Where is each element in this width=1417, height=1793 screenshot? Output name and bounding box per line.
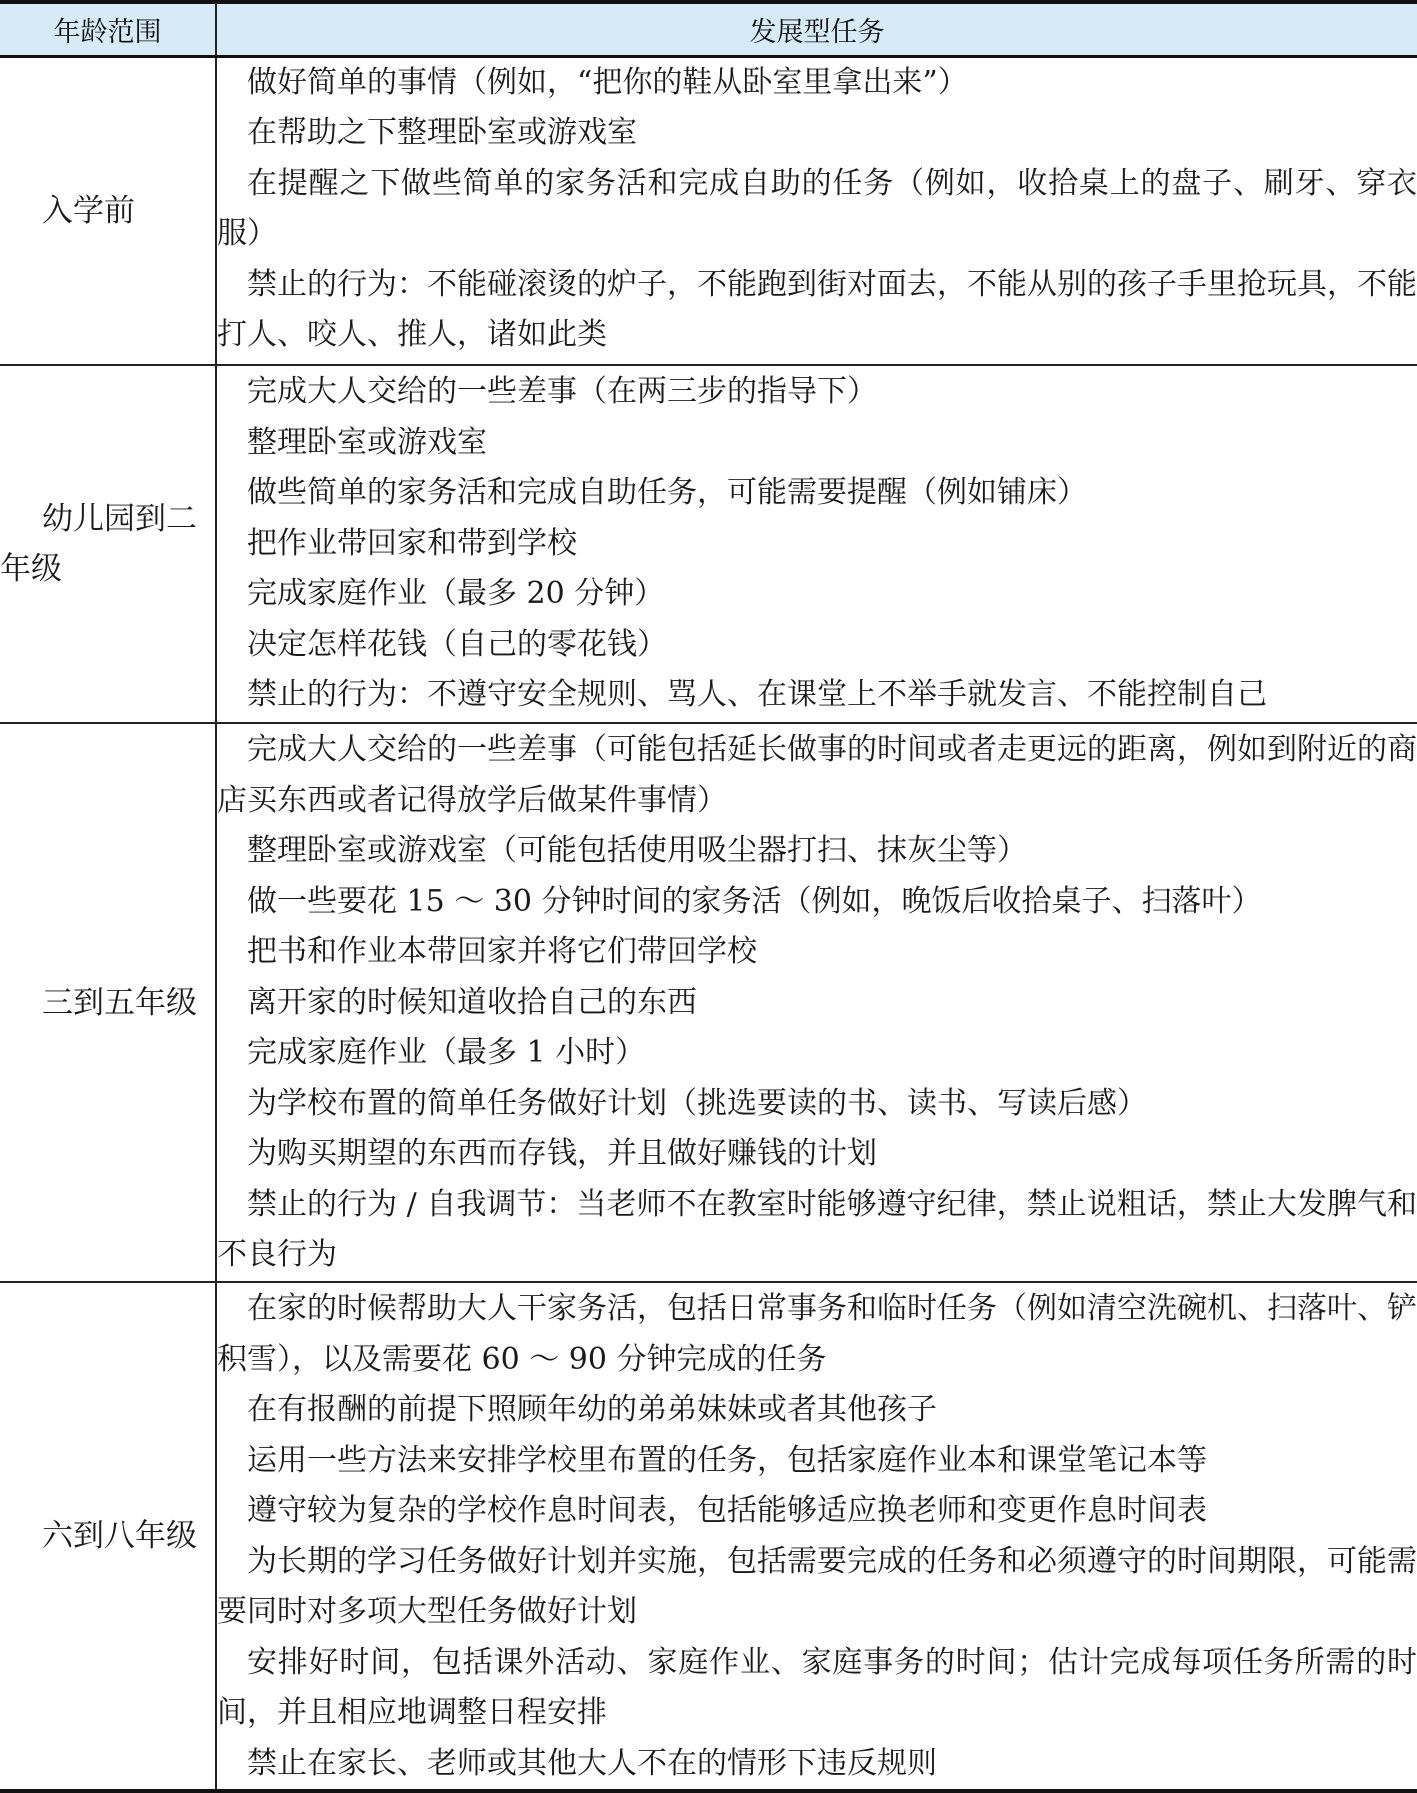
task-list-cell	[216, 723, 1417, 1282]
task-item: 完成大人交给的一些差事（可能包括延长做事的时间或者走更远的距离，例如到附近的商店买东西或者记得放学后做某件事情）	[217, 732, 1417, 818]
task-item: 做些简单的家务活和完成自助任务，可能需要提醒（例如铺床）	[247, 475, 1087, 510]
task-item: 整理卧室或游戏室（可能包括使用吸尘器打扫、抹灰尘等）	[247, 833, 1027, 868]
task-item: 运用一些方法来安排学校里布置的任务，包括家庭作业本和课堂笔记本等	[247, 1442, 1207, 1478]
age-range-cell: 三到五年级	[0, 723, 216, 1282]
task-item: 完成家庭作业（最多 20 分钟）	[247, 576, 665, 611]
task-item: 禁止的行为：不遵守安全规则、骂人、在课堂上不举手就发言、不能控制自己	[247, 677, 1267, 712]
header-row	[0, 2, 1417, 56]
task-item: 在有报酬的前提下照顾年幼的弟弟妹妹或者其他孩子	[247, 1392, 937, 1427]
task-item: 为长期的学习任务做好计划并实施，包括需要完成的任务和必须遵守的时间期限，可能需要同时对多项大型任务做好计划	[217, 1543, 1417, 1629]
task-item: 决定怎样花钱（自己的零花钱）	[247, 626, 667, 662]
table-row	[0, 723, 1417, 1282]
task-item: 禁止的行为：不能碰滚烫的炉子，不能跑到街对面去，不能从别的孩子手里抢玩具，不能打人、咬人、推人，诸如此类	[217, 266, 1417, 352]
task-item: 为学校布置的简单任务做好计划（挑选要读的书、读书、写读后感）	[247, 1085, 1147, 1121]
task-item: 为购买期望的东西而存钱，并且做好赚钱的计划	[247, 1136, 877, 1171]
table-row	[0, 365, 1417, 723]
task-item: 禁止在家长、老师或其他大人不在的情形下违反规则	[247, 1745, 937, 1781]
task-item: 在帮助之下整理卧室或游戏室	[247, 115, 637, 150]
task-item: 禁止的行为 / 自我调节：当老师不在教室时能够遵守纪律，禁止说粗话，禁止大发脾气和不良行为	[217, 1186, 1417, 1272]
header-age-range: 年龄范围	[0, 2, 216, 56]
task-list-cell	[216, 1282, 1417, 1791]
task-item: 完成大人交给的一些差事（在两三步的指导下）	[247, 374, 877, 409]
table-row	[0, 56, 1417, 365]
task-item: 离开家的时候知道收拾自己的东西	[247, 984, 697, 1020]
task-list-cell	[216, 365, 1417, 723]
task-item: 做一些要花 15 ～ 30 分钟时间的家务活（例如，晚饭后收拾桌子、扫落叶）	[247, 883, 1262, 919]
age-range-cell: 入学前	[0, 56, 216, 365]
table-row	[0, 1282, 1417, 1791]
age-range-cell: 幼儿园到二年级	[0, 365, 216, 723]
task-item: 遵守较为复杂的学校作息时间表，包括能够适应换老师和变更作息时间表	[247, 1493, 1207, 1528]
task-item: 把书和作业本带回家并将它们带回学校	[247, 934, 757, 969]
task-list-cell	[216, 56, 1417, 365]
task-item: 整理卧室或游戏室	[247, 424, 487, 460]
age-range-cell: 六到八年级	[0, 1282, 216, 1791]
task-item: 安排好时间，包括课外活动、家庭作业、家庭事务的时间；估计完成每项任务所需的时间，并且相应地调整日程安排	[217, 1644, 1417, 1730]
task-item: 在家的时候帮助大人干家务活，包括日常事务和临时任务（例如清空洗碗机、扫落叶、铲积雪），以及需要花 60 ～ 90 分钟完成的任务	[217, 1291, 1417, 1377]
task-item: 在提醒之下做些简单的家务活和完成自助的任务（例如，收拾桌上的盘子、刷牙、穿衣服）	[217, 165, 1417, 251]
task-item: 完成家庭作业（最多 1 小时）	[247, 1035, 646, 1070]
task-item: 做好简单的事情（例如，“把你的鞋从卧室里拿出来”）	[247, 64, 968, 100]
task-item: 把作业带回家和带到学校	[247, 525, 577, 561]
header-developmental-tasks: 发展型任务	[216, 2, 1417, 56]
